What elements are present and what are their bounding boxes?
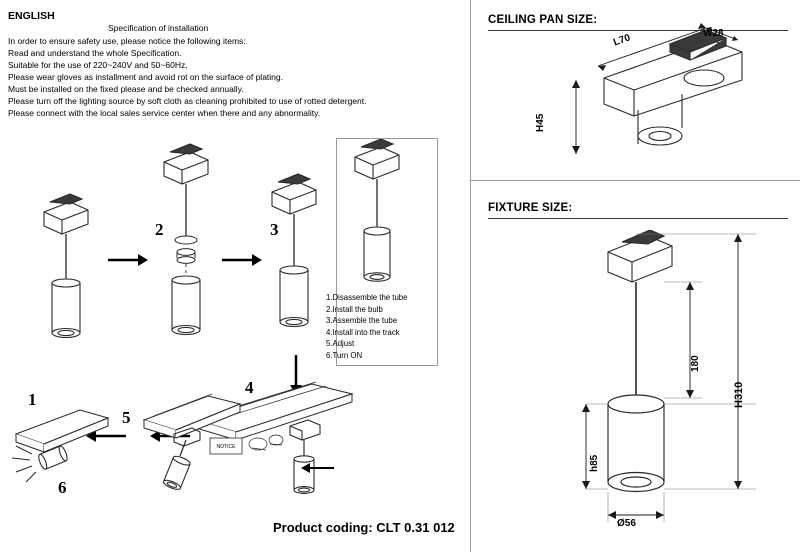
- fixture-figure: [560, 230, 780, 540]
- instruction-line: In order to ensure safety use, please notice the following items:: [8, 36, 246, 46]
- fixture-title-rule: [488, 218, 788, 219]
- legend-item: 3.Assemble the tube: [326, 316, 398, 325]
- ceiling-pan-dim-h45: H45: [535, 113, 546, 132]
- ceiling-pan-figure: [520, 18, 770, 178]
- step-6-number: 6: [58, 478, 67, 497]
- step-5-number: 5: [122, 408, 131, 427]
- legend-item: 2.Install the bulb: [326, 304, 383, 314]
- fixture-dim-diameter: Ø56: [617, 518, 636, 529]
- fixture-dim-180: 180: [690, 355, 701, 372]
- spec-heading: Specification of installation: [108, 23, 209, 33]
- instruction-line: Read and understand the whole Specification.: [8, 48, 182, 58]
- step-4-number: 4: [245, 378, 254, 397]
- fixture-title: FIXTURE SIZE:: [488, 202, 573, 214]
- instruction-list: [8, 35, 367, 119]
- arrow-step1-step2: [108, 252, 150, 268]
- installation-diagram: [0, 140, 470, 552]
- instruction-line: Please turn off the lighting source by soft cloth as cleaning prohibited to use of rotted detergent.: [8, 96, 367, 106]
- step-6-figure: [8, 398, 118, 493]
- ceiling-pan-dim-w28: W28: [703, 28, 724, 39]
- product-coding: Product coding: CLT 0.31 012: [273, 520, 455, 535]
- ceiling-pan-title: CEILING PAN SIZE:: [488, 14, 598, 26]
- step-5-figure: [140, 382, 260, 492]
- step-legend: [326, 292, 407, 361]
- legend-item: 5.Adjust: [326, 339, 355, 348]
- instruction-line: Suitable for the use of 220~240V and 50~60Hz.: [8, 60, 188, 70]
- svg-text:NOTICE: NOTICE: [216, 444, 236, 450]
- instruction-line: Please connect with the local sales service center when there and any abnormality.: [8, 108, 321, 118]
- legend-item: 6.Turn ON: [326, 350, 363, 360]
- fixture-dim-h85: h85: [589, 454, 600, 472]
- step-1-figure: [30, 190, 120, 410]
- language-heading: ENGLISH: [8, 10, 55, 22]
- instruction-line: Must be installed on the fixed please and be checked annually.: [8, 84, 244, 94]
- legend-item: 4.Install into the track: [326, 327, 400, 337]
- step-3-number: 3: [270, 220, 279, 239]
- vertical-divider: [470, 0, 471, 552]
- fixture-dim-h310: H310: [733, 381, 745, 408]
- step-1-number: 1: [28, 390, 37, 409]
- horizontal-divider: [470, 180, 800, 181]
- instruction-line: Please wear gloves as installment and avoid rot on the surface of plating.: [8, 72, 283, 82]
- step-2-number: 2: [155, 220, 164, 239]
- legend-item: 1.Disassemble the tube: [326, 293, 408, 302]
- ceiling-pan-dim-l70: L70: [612, 32, 632, 49]
